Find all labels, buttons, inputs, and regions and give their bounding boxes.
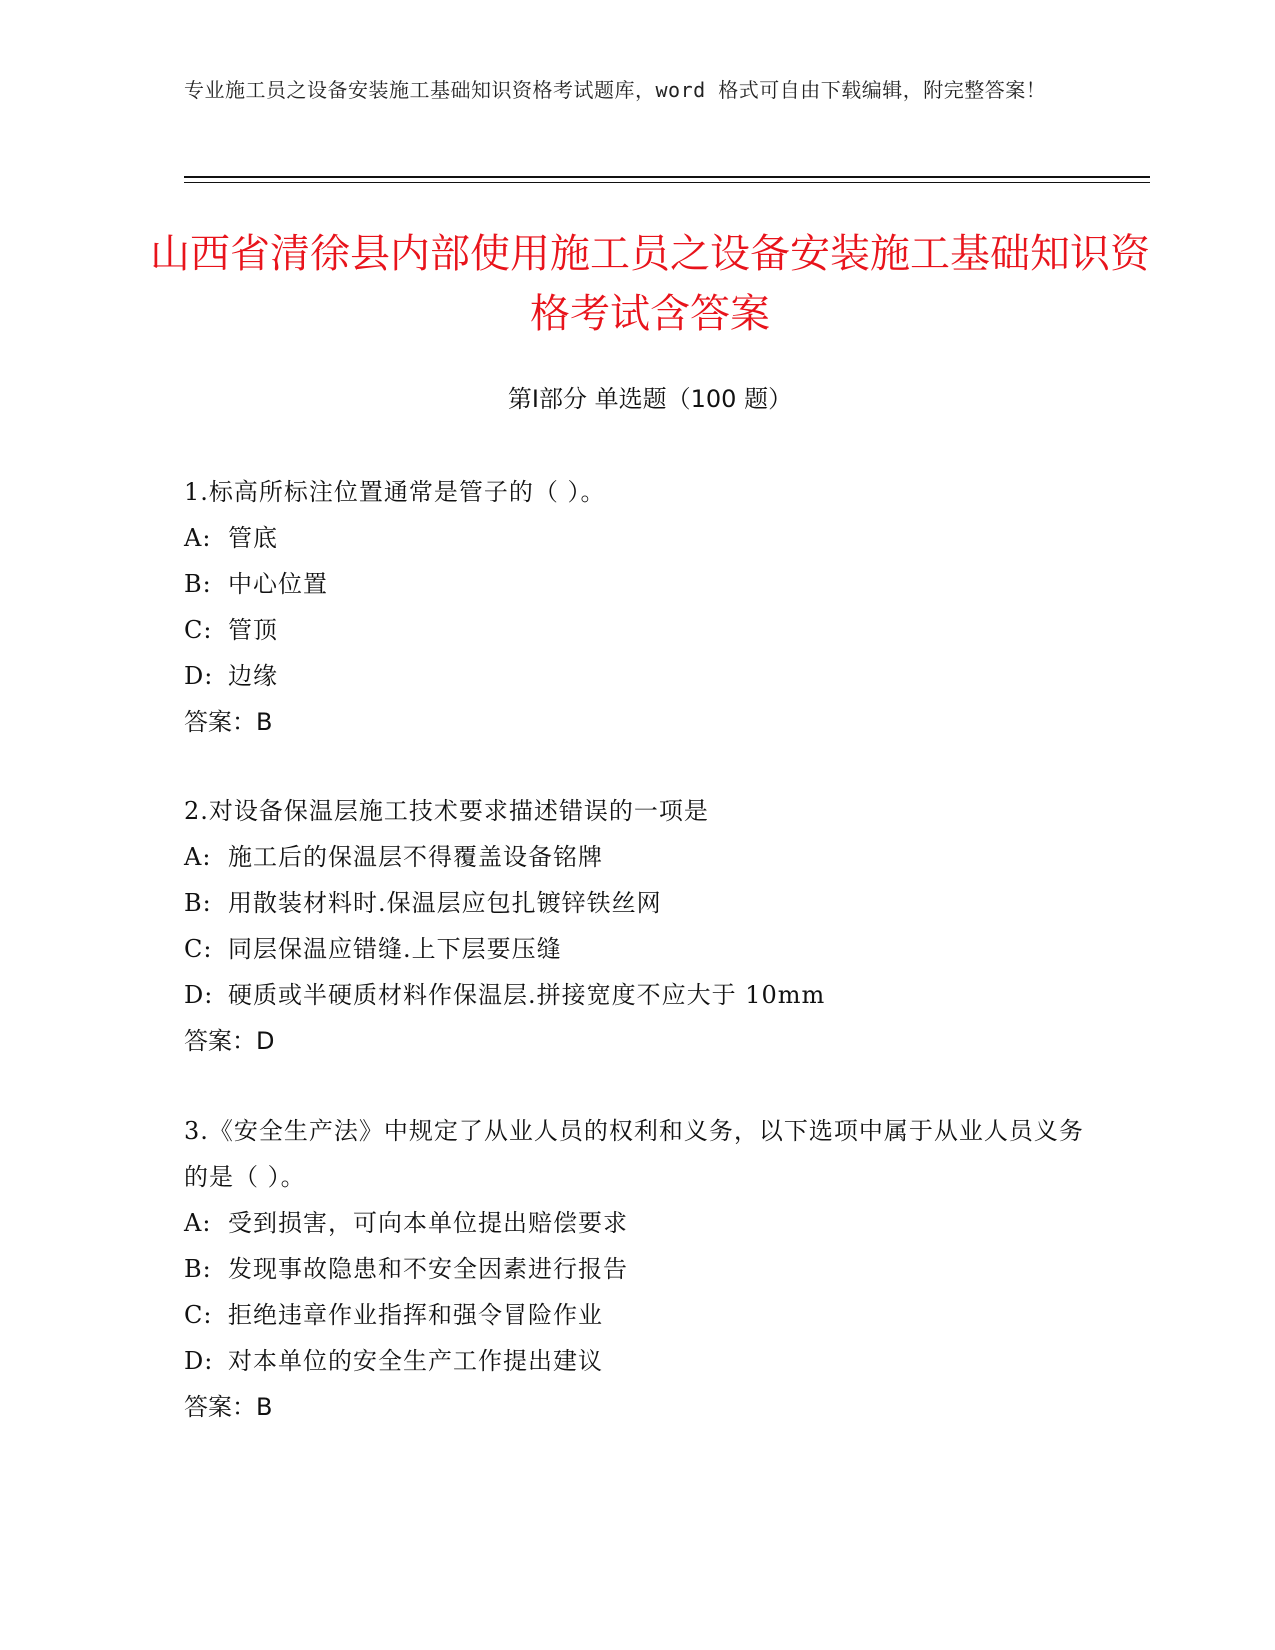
option-letter: B: <box>184 1255 212 1283</box>
question-2 <box>184 788 1084 1064</box>
option-letter: C: <box>184 1301 213 1329</box>
option-letter: B: <box>184 570 212 598</box>
question-1 <box>184 469 1084 745</box>
option-d <box>184 1338 1084 1384</box>
question-stem: 1.标高所标注位置通常是管子的（ ）。 <box>184 478 606 506</box>
header-rule-thin <box>184 182 1150 183</box>
option-letter: C: <box>184 616 213 644</box>
option-b <box>184 1246 1084 1292</box>
option-letter: D: <box>184 662 214 690</box>
option-text: 硬质或半硬质材料作保温层.拼接宽度不应大于 10mm <box>228 981 826 1009</box>
option-letter: C: <box>184 935 213 963</box>
answer: 答案：D <box>184 1027 275 1055</box>
option-c <box>184 1292 1084 1338</box>
option-c <box>184 926 1084 972</box>
option-text: 受到损害，可向本单位提出赔偿要求 <box>228 1209 628 1237</box>
question-3 <box>184 1108 1084 1430</box>
question-stem: 2.对设备保温层施工技术要求描述错误的一项是 <box>184 797 709 825</box>
option-text: 对本单位的安全生产工作提出建议 <box>228 1347 603 1375</box>
option-d <box>184 653 1084 699</box>
header-rule-thick <box>184 176 1150 178</box>
answer: 答案：B <box>184 1393 273 1421</box>
option-text: 管底 <box>228 524 278 552</box>
option-text: 中心位置 <box>228 570 328 598</box>
answer: 答案：B <box>184 708 273 736</box>
question-stem: 3.《安全生产法》中规定了从业人员的权利和义务，以下选项中属于从业人员义务的是（ ）。 <box>184 1117 1084 1191</box>
option-text: 拒绝违章作业指挥和强令冒险作业 <box>228 1301 603 1329</box>
option-text: 同层保温应错缝.上下层要压缝 <box>228 935 562 963</box>
document-title: 山西省清徐县内部使用施工员之设备安装施工基础知识资格考试含答案 <box>150 231 1150 337</box>
option-a <box>184 834 1084 880</box>
option-d <box>184 972 1084 1018</box>
option-text: 管顶 <box>228 616 278 644</box>
option-c <box>184 607 1084 653</box>
option-b <box>184 561 1084 607</box>
header-note: 专业施工员之设备安装施工基础知识资格考试题库，word 格式可自由下载编辑，附完整答案！ <box>184 78 1047 102</box>
option-letter: D: <box>184 1347 214 1375</box>
option-letter: D: <box>184 981 214 1009</box>
option-letter: B: <box>184 889 212 917</box>
option-letter: A: <box>184 1209 212 1237</box>
option-text: 用散装材料时.保温层应包扎镀锌铁丝网 <box>228 889 662 917</box>
option-letter: A: <box>184 524 212 552</box>
option-a <box>184 1200 1084 1246</box>
option-a <box>184 515 1084 561</box>
option-text: 施工后的保温层不得覆盖设备铭牌 <box>228 843 603 871</box>
option-b <box>184 880 1084 926</box>
option-text: 发现事故隐患和不安全因素进行报告 <box>228 1255 628 1283</box>
section-heading: 第Ⅰ部分 单选题（100 题） <box>507 385 793 413</box>
option-letter: A: <box>184 843 212 871</box>
option-text: 边缘 <box>228 662 278 690</box>
